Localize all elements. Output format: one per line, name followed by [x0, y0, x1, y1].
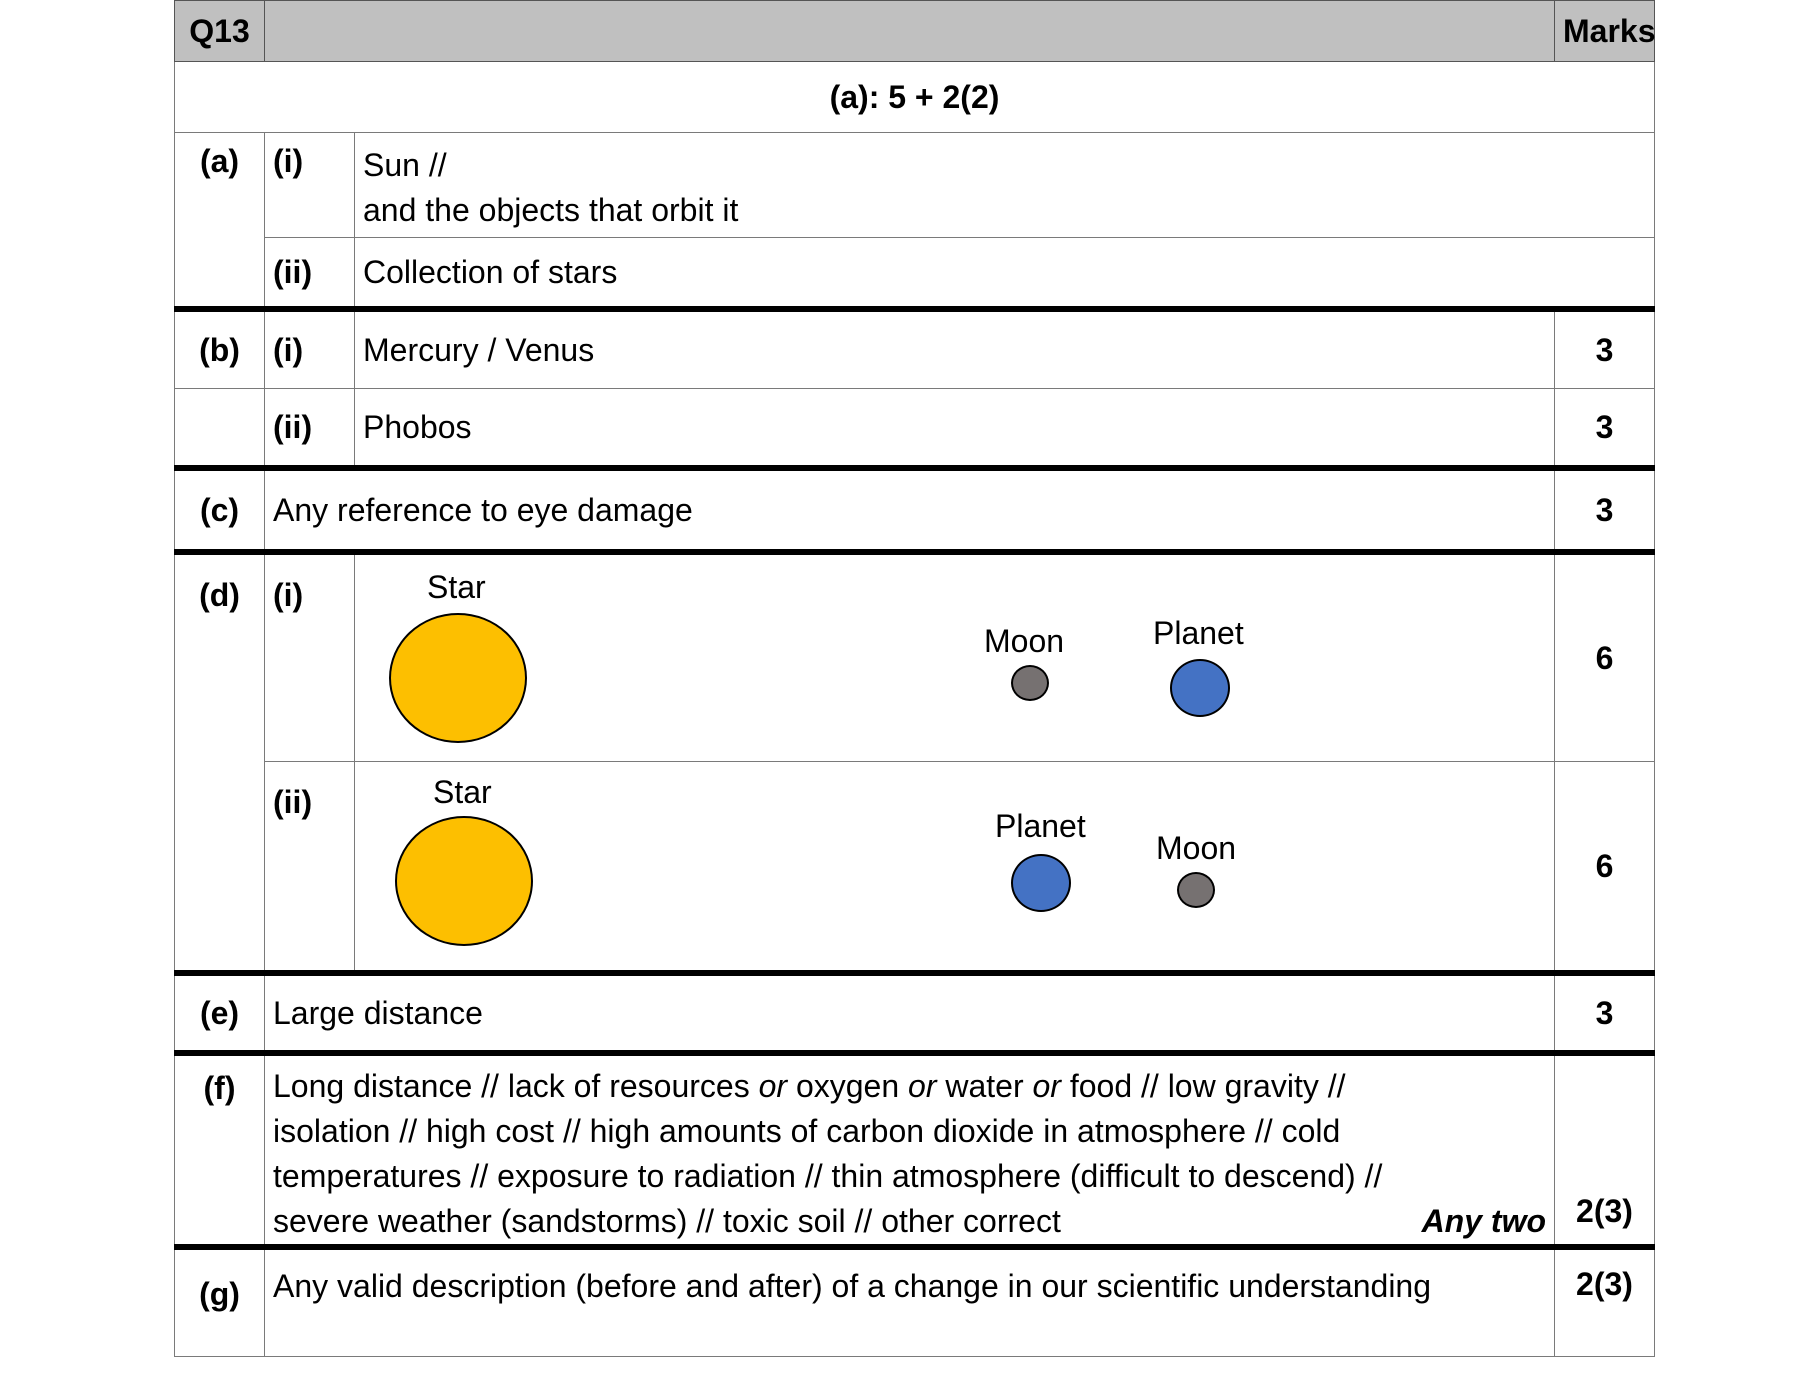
- part-a-i-line2: and the objects that orbit it: [363, 192, 739, 228]
- d-i-planet-circle: [1170, 659, 1230, 717]
- part-c-answer: Any reference to eye damage: [265, 468, 1555, 552]
- part-b-i-label: (i): [265, 309, 355, 389]
- part-f-line1-d: food // low gravity //: [1060, 1068, 1346, 1104]
- row-d-ii: [175, 762, 1655, 974]
- part-a-ii-answer: Collection of stars: [355, 238, 1655, 310]
- part-g-label: (g): [175, 1247, 265, 1357]
- d-ii-star-label: Star: [433, 774, 492, 810]
- part-f-or-3: or: [1032, 1068, 1061, 1104]
- d-i-star-label: Star: [427, 569, 486, 605]
- part-b-i-marks: 3: [1555, 309, 1655, 389]
- d-ii-moon-label: Moon: [1156, 830, 1237, 866]
- part-b-i-answer: Mercury / Venus: [355, 309, 1555, 389]
- row-d-i: [175, 552, 1655, 762]
- part-a-i-answer: [355, 133, 1655, 238]
- part-b-ii-blank: [175, 389, 265, 469]
- question-number: Q13: [175, 1, 265, 62]
- part-b-ii-answer: Phobos: [355, 389, 1555, 469]
- part-f-line4-text: severe weather (sandstorms) // toxic soil // other correct: [273, 1203, 1061, 1239]
- scheme-note-row: [175, 62, 1655, 133]
- part-f-or-1: or: [758, 1068, 788, 1104]
- d-ii-planet-label: Planet: [995, 808, 1086, 844]
- d-i-moon-circle: [1011, 665, 1049, 701]
- part-f-line1-b: oxygen: [787, 1068, 909, 1104]
- part-a-ii-label: (ii): [265, 238, 355, 310]
- row-g: [175, 1247, 1655, 1357]
- part-c-label: (c): [175, 468, 265, 552]
- row-b-i: [175, 309, 1655, 389]
- part-a-i-label: (i): [265, 133, 355, 238]
- part-f-line2: isolation // high cost // high amounts of carbon dioxide in atmosphere // cold: [273, 1113, 1341, 1149]
- scheme-note: (a): 5 + 2(2): [175, 62, 1655, 133]
- part-d-i-diagram-cell: [355, 552, 1555, 762]
- part-a-i-line1: Sun //: [363, 147, 447, 183]
- part-b-ii-marks: 3: [1555, 389, 1655, 469]
- header-row: [175, 1, 1655, 62]
- header-blank: [265, 1, 1555, 62]
- part-d-i-label: (i): [265, 552, 355, 762]
- part-f-qualifier: Any two: [1421, 1203, 1546, 1239]
- row-e: [175, 973, 1655, 1053]
- part-d-i-diagram: [355, 555, 1554, 761]
- part-e-answer: Large distance: [265, 973, 1555, 1053]
- part-b-ii-label: (ii): [265, 389, 355, 469]
- part-f-line1-c: water: [936, 1068, 1033, 1104]
- part-d-label: (d): [175, 552, 265, 973]
- d-i-planet-label: Planet: [1153, 615, 1244, 651]
- part-g-marks: 2(3): [1555, 1247, 1655, 1357]
- part-c-marks: 3: [1555, 468, 1655, 552]
- part-f-or-2: or: [908, 1068, 937, 1104]
- row-c: [175, 468, 1655, 552]
- part-d-i-marks: 6: [1555, 552, 1655, 762]
- part-d-ii-marks: 6: [1555, 762, 1655, 974]
- part-d-ii-diagram-cell: [355, 762, 1555, 974]
- part-f-line1-a: Long distance // lack of resources: [273, 1068, 759, 1104]
- part-d-ii-diagram: [355, 762, 1554, 970]
- d-ii-moon-circle: [1177, 872, 1215, 908]
- part-f-answer: [265, 1053, 1555, 1247]
- marks-heading: Marks: [1555, 1, 1655, 62]
- part-f-label: (f): [175, 1053, 265, 1247]
- row-f: [175, 1053, 1655, 1247]
- d-i-moon-label: Moon: [984, 623, 1065, 659]
- part-g-answer: Any valid description (before and after) of a change in our scientific understanding: [265, 1247, 1555, 1357]
- d-ii-planet-circle: [1011, 854, 1071, 912]
- row-a-ii: [175, 238, 1655, 310]
- d-i-star-circle: [389, 613, 527, 743]
- part-e-label: (e): [175, 973, 265, 1053]
- part-f-marks: 2(3): [1555, 1053, 1655, 1247]
- part-e-marks: 3: [1555, 973, 1655, 1053]
- row-a-i: [175, 133, 1655, 238]
- d-ii-star-circle: [395, 816, 533, 946]
- part-d-ii-label: (ii): [265, 762, 355, 974]
- part-b-label: (b): [175, 309, 265, 389]
- part-f-line3: temperatures // exposure to radiation // thin atmosphere (difficult to descend) //: [273, 1158, 1383, 1194]
- part-a-label: (a): [175, 133, 265, 310]
- marking-scheme-sheet: [174, 0, 1654, 1357]
- part-f-line4: [273, 1199, 1546, 1244]
- part-f-line1: [273, 1064, 1546, 1109]
- marking-scheme-table: [174, 0, 1655, 1357]
- row-b-ii: [175, 389, 1655, 469]
